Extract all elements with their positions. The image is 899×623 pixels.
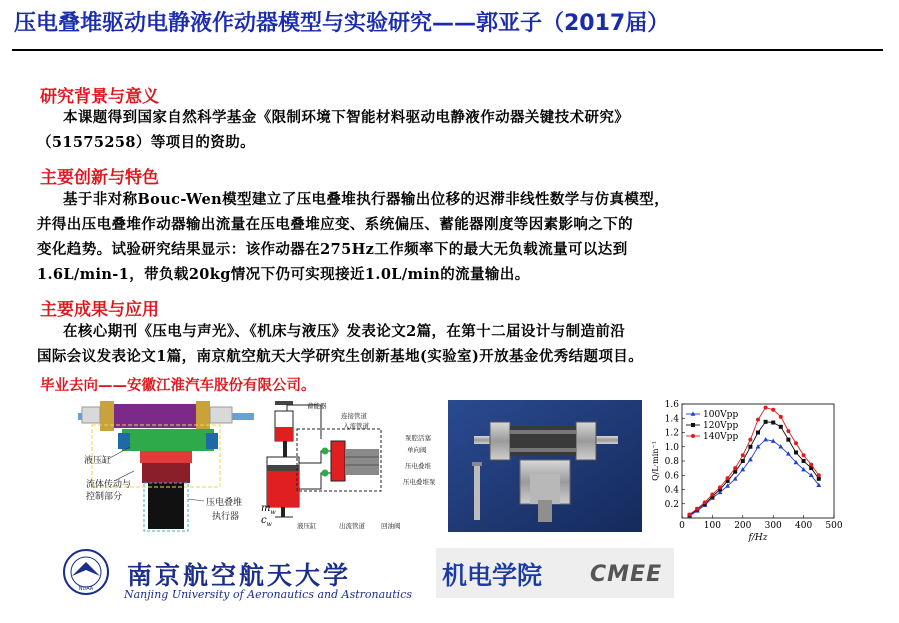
title-divider	[12, 49, 883, 51]
y-tick-label: 1.4	[664, 414, 679, 425]
data-point	[748, 445, 752, 449]
chart-legend	[686, 410, 738, 442]
background-line-2: （51575258）等项目的资助。	[37, 134, 256, 151]
data-point	[764, 406, 768, 410]
data-point	[786, 429, 790, 433]
data-point	[809, 463, 813, 467]
y-tick-label: 0.8	[664, 457, 679, 467]
legend-label: 140Vpp	[703, 432, 739, 442]
data-point	[688, 512, 692, 516]
label-actuator-a: 压电叠堆	[206, 498, 243, 508]
data-point	[733, 466, 737, 470]
label-mass: m	[261, 503, 271, 514]
data-point	[695, 507, 699, 511]
results-line-2: 国际会议发表论文1篇，南京航空航天大学研究生创新基地(实验室)开放基金优秀结题项目。	[37, 348, 644, 365]
college-name: 机电学院	[442, 561, 543, 590]
data-point	[771, 421, 775, 425]
university-name-en: Nanjing University of Aeronautics and Astronautics	[124, 588, 413, 601]
data-point	[741, 459, 745, 463]
label-pzt-stack: 压电叠堆	[405, 462, 431, 470]
x-axis-label: f/Hz	[748, 533, 768, 542]
y-tick-label: 1.0	[664, 442, 679, 453]
x-tick-label: 0	[679, 521, 685, 531]
data-point	[764, 420, 768, 424]
label-cylinder: 液压缸	[84, 456, 112, 466]
label-actuator-b: 执行器	[212, 512, 240, 522]
y-tick-label: 1.2	[664, 428, 679, 439]
seal-text: NUAA	[78, 586, 94, 592]
legend-label: 120Vpp	[703, 421, 739, 431]
data-point	[794, 441, 798, 445]
innovation-line-4: 1.6L/min-1，带负载20kg情况下仍可实现接近1.0L/min的流量输出。	[37, 266, 530, 283]
legend-marker	[691, 434, 695, 438]
data-point	[817, 477, 821, 481]
data-point	[718, 485, 722, 489]
data-point	[710, 492, 714, 496]
section-heading-innovation: 主要创新与特色	[40, 168, 159, 188]
label-mass-sub: w	[270, 509, 276, 516]
figure-actuator-model	[78, 399, 254, 533]
data-point	[779, 425, 783, 429]
prototype-photo-drawing	[448, 400, 642, 532]
college-abbr: CMEE	[590, 562, 663, 587]
y-tick-label: 0.6	[664, 471, 679, 482]
x-tick-label: 500	[825, 521, 843, 531]
y-tick-label: 1.6	[664, 400, 679, 410]
section-heading-background: 研究背景与意义	[40, 87, 159, 107]
data-point	[779, 415, 783, 419]
data-point	[786, 438, 790, 442]
label-damping-sub: w	[266, 521, 272, 528]
x-tick-label: 300	[764, 521, 782, 531]
label-damping: c	[261, 515, 267, 526]
x-tick-label: 200	[734, 521, 752, 531]
data-point	[703, 500, 707, 504]
data-point	[748, 438, 752, 442]
innovation-line-3: 变化趋势。试验研究结果显示：该作动器在275Hz工作频率下的最大无负载流量可以达到	[37, 241, 628, 258]
results-line-1: 在核心期刊《压电与声光》、《机床与液压》发表论文2篇，在第十二届设计与制造前沿	[63, 323, 626, 340]
data-point	[802, 453, 806, 457]
university-seal-icon	[62, 548, 110, 596]
university-seal	[62, 548, 110, 596]
graduation-destination: 毕业去向——安徽江淮汽车股份有限公司。	[40, 378, 316, 394]
data-point	[771, 408, 775, 412]
x-tick-label: 400	[795, 521, 813, 531]
data-point	[794, 450, 798, 454]
data-point	[756, 431, 760, 435]
background-line-1: 本课题得到国家自然科学基金《限制环境下智能材料驱动电静液作动器关键技术研究》	[63, 109, 630, 126]
figure-system-schematic	[261, 399, 439, 533]
y-tick-label: 0.2	[664, 499, 679, 510]
legend-marker	[691, 423, 695, 427]
label-cylinder: 液压缸	[297, 522, 317, 530]
label-connect-pipe: 连接管道	[341, 412, 367, 420]
label-accumulator: 蓄能器	[307, 402, 327, 410]
innovation-line-1: 基于非对称Bouc-Wen模型建立了压电叠堆执行器输出位移的迟滞非线性数学与仿真模型，	[63, 191, 670, 208]
data-point	[741, 453, 745, 457]
data-point	[817, 473, 821, 477]
y-tick-label: 0.4	[664, 485, 679, 496]
page-title: 压电叠堆驱动电静液作动器模型与实验研究——郭亚子（2017届）	[14, 11, 670, 36]
label-transmission-a: 流体传动与	[86, 480, 132, 490]
label-return-valve: 回油阀	[381, 522, 401, 530]
label-check-valve: 单向阀	[407, 446, 427, 454]
figure-prototype-photo	[448, 400, 642, 532]
label-transmission-b: 控制部分	[86, 492, 123, 502]
innovation-line-2: 并得出压电叠堆作动器输出流量在压电叠堆应变、系统偏压、蓄能器刚度等因素影响之下的	[37, 216, 633, 233]
label-pump-piston: 泵腔活塞	[405, 434, 431, 442]
figure-flow-chart	[648, 398, 844, 542]
label-outlet-pipe: 出流管道	[339, 522, 365, 530]
section-heading-results: 主要成果与应用	[40, 300, 159, 320]
flow-frequency-chart	[648, 398, 844, 542]
data-point	[726, 476, 730, 480]
legend-label: 100Vpp	[703, 410, 739, 420]
x-tick-label: 100	[703, 521, 721, 531]
chart-axes	[651, 400, 843, 542]
label-inlet-pipe: 入流管道	[343, 422, 369, 430]
data-point	[756, 418, 760, 422]
label-pzt-pump: 压电叠堆泵	[403, 478, 436, 486]
y-axis-label: Q/L·min⁻¹	[651, 441, 660, 481]
data-point	[802, 459, 806, 463]
university-name-cn: 南京航空航天大学	[127, 561, 352, 590]
